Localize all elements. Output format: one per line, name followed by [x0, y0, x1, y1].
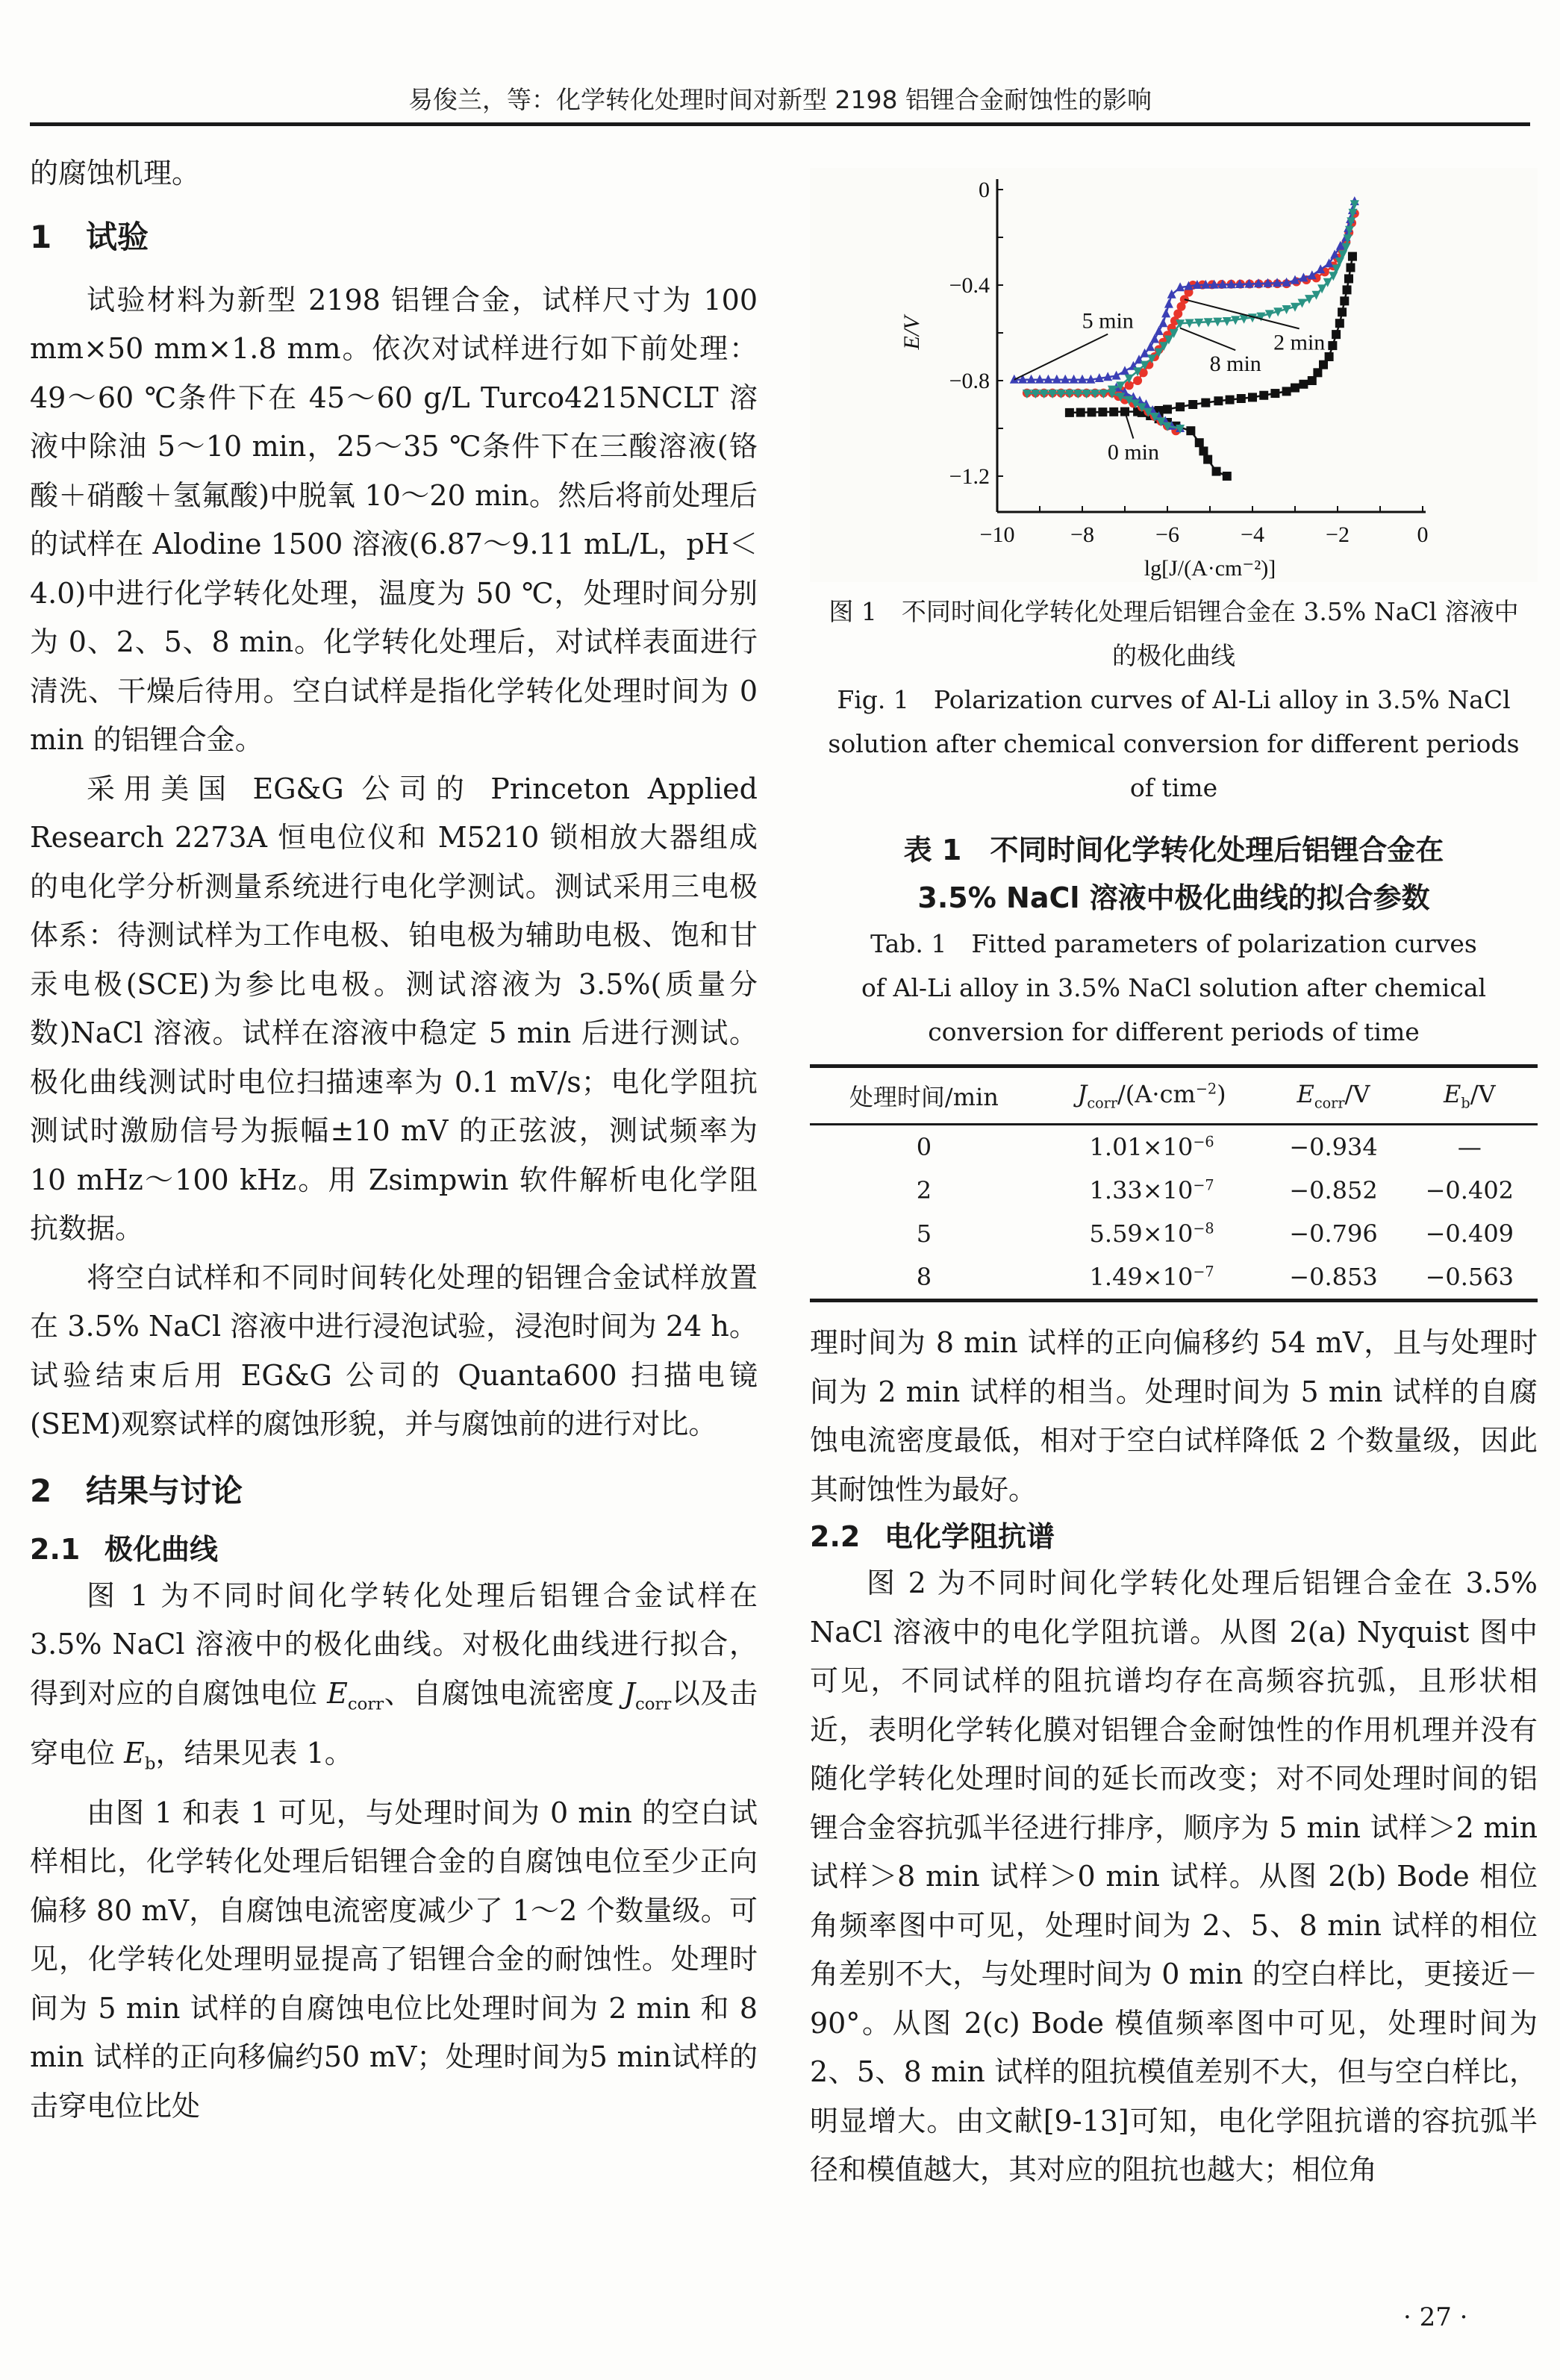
data-point-0-min	[1328, 341, 1337, 350]
cell-time: 2	[916, 1176, 932, 1205]
left-column	[30, 149, 758, 2131]
materials-paragraph: 试验材料为新型 2198 铝锂合金，试样尺寸为 100 mm×50 mm×1.8 mm。依次对试样进行如下前处理：49～60 ℃条件下在 45～60 g/L Turco4215NCLT 溶液中除油 5～10 min，25～35 ℃条件下在三酸溶液(铬酸＋硝酸＋氢氟酸)中脱氧 10～20 min。然后将前处理后的试样在 Alodine 1500 溶液(6.87～9.11 mL/L，pH＜4.0)中进行化学转化处理，温度为 50 ℃，处理时间分别为 0、2、5、8 min。化学转化处理后，对试样表面进行清洗、干燥后待用。空白试样是指化学转化处理时间为 0 min 的铝锂合金。	[30, 283, 758, 756]
data-point-0-min	[1313, 368, 1322, 377]
data-point-0-min	[1188, 400, 1197, 409]
x-tick-label: −4	[1241, 522, 1264, 547]
table-1-title-en	[810, 922, 1538, 1054]
polarization-chart	[810, 168, 1538, 582]
data-point-0-min	[1163, 405, 1172, 413]
table-label: Tab. 1	[870, 929, 947, 958]
cell-eb: −0.563	[1425, 1263, 1514, 1291]
x-tick-label: −10	[979, 522, 1015, 547]
data-point-0-min	[1098, 407, 1107, 416]
cell-ecorr: −0.852	[1289, 1176, 1378, 1205]
jcorr-symbol: J	[623, 1676, 636, 1710]
table-label: 表 1	[903, 834, 962, 866]
y-tick-label: −0.4	[949, 273, 990, 298]
data-point-0-min	[1335, 319, 1344, 328]
data-point-0-min	[1282, 387, 1291, 396]
chart-background	[810, 168, 1538, 582]
eb-subscript: b	[144, 1754, 156, 1774]
data-point-0-min	[1270, 389, 1279, 398]
data-point-0-min	[1237, 394, 1246, 403]
caption-text: 不同时间化学转化处理后铝锂合金在 3.5% NaCl 溶液中的极化曲线	[901, 597, 1519, 670]
intro-tail-paragraph: 的腐蚀机理。	[30, 157, 201, 190]
text-run: ，结果见表 1。	[155, 1736, 353, 1770]
data-point-0-min	[1291, 384, 1300, 393]
x-axis-label: lg[J/(A·cm⁻²)]	[1144, 556, 1276, 581]
table-row	[810, 1169, 1538, 1212]
section-2-heading	[30, 1469, 758, 1514]
cell-eb: −0.402	[1425, 1176, 1514, 1205]
eis-paragraph: 图 2 为不同时间化学转化处理后铝锂合金在 3.5% NaCl 溶液中的电化学阻抗谱。从图 2(a) Nyquist 图中可见，不同试样的阻抗谱均存在高频容抗弧，且形状相近，表明化学转化膜对铝锂合金耐蚀性的作用机理并没有随化学转化处理时间的延长而改变；对不同处理时间的铝锂合金容抗弧半径进行排序，顺序为 5 min 试样＞2 min 试样＞8 min 试样＞0 min 试样。从图 2(b) Bode 相位角频率图中可见，处理时间为 2、5、8 min 试样的相位角差别不大，与处理时间为 0 min 的空白样比，更接近－90°。从图 2(c) Bode 模值频率图中可见，处理时间为 2、5、8 min 试样的阻抗模值差别不大，但与空白样比，明显增大。由文献[9-13]可知，电化学阻抗谱的容抗弧半径和模值越大，其对应的阻抗也越大；相位角	[810, 1567, 1538, 2186]
section-title: 电化学阻抗谱	[884, 1520, 1055, 1553]
section-2-1-heading	[30, 1527, 758, 1572]
section-number: 2.2	[810, 1520, 861, 1553]
data-point-0-min	[1325, 352, 1334, 361]
col-header-ecorr: $E_{corr}/V$	[1297, 1079, 1370, 1112]
data-point-0-min	[1120, 407, 1129, 416]
right-column	[810, 168, 1538, 2195]
annotation-label: 5 min	[1082, 308, 1134, 334]
data-point-0-min	[1199, 446, 1208, 455]
fit-parameters-table	[810, 1064, 1538, 1302]
data-point-0-min	[1223, 472, 1232, 481]
table-row	[810, 1212, 1538, 1255]
annotation-label: 0 min	[1107, 440, 1159, 465]
data-point-0-min	[1176, 402, 1185, 411]
figure-1-caption-en	[810, 678, 1538, 810]
cell-time: 0	[916, 1133, 932, 1161]
page-number: · 27 ·	[1403, 2302, 1468, 2332]
data-point-0-min	[1076, 408, 1085, 417]
ecorr-subscript: corr	[347, 1694, 384, 1714]
col-header-eb: $E_b/V$	[1444, 1079, 1496, 1112]
data-point-0-min	[1065, 408, 1074, 417]
table-header-row	[810, 1066, 1538, 1125]
table-row	[810, 1255, 1538, 1301]
section-number: 2	[30, 1472, 52, 1509]
figure-1-caption-cn	[810, 590, 1538, 678]
cell-eb: −0.409	[1425, 1219, 1514, 1248]
data-point-0-min	[1212, 467, 1221, 476]
cell-eb: —	[1457, 1133, 1482, 1161]
section-number: 1	[30, 218, 52, 255]
section-1-heading	[30, 215, 758, 260]
caption-label: 图 1	[829, 597, 877, 626]
cell-ecorr: −0.796	[1289, 1219, 1378, 1248]
cell-jcorr: $1.33\times 10^{-7}$	[1089, 1176, 1214, 1205]
data-point-0-min	[1299, 380, 1308, 389]
jcorr-subscript: corr	[635, 1694, 672, 1714]
data-point-0-min	[1338, 307, 1347, 316]
section-title: 结果与讨论	[86, 1472, 243, 1509]
data-point-2-min	[1133, 376, 1142, 385]
data-point-0-min	[1340, 296, 1349, 305]
cell-jcorr: $1.01\times 10^{-6}$	[1089, 1133, 1214, 1161]
caption-text: Polarization curves of Al-Li alloy in 3.5% NaCl solution after chemical conversion for different periods of time	[828, 685, 1520, 802]
annotation-label: 2 min	[1273, 330, 1326, 355]
y-axis-label: E/V	[899, 316, 924, 350]
y-tick-label: −0.8	[949, 369, 990, 393]
x-tick-label: −6	[1155, 522, 1179, 547]
data-point-0-min	[1319, 360, 1328, 369]
data-point-0-min	[1109, 407, 1118, 416]
x-tick-label: −8	[1070, 522, 1094, 547]
cell-jcorr: $1.49\times 10^{-7}$	[1089, 1263, 1214, 1291]
data-point-0-min	[1248, 393, 1257, 402]
data-point-0-min	[1186, 426, 1195, 435]
immersion-paragraph: 将空白试样和不同时间转化处理的铝锂合金试样放置在 3.5% NaCl 溶液中进行浸泡试验，浸泡时间为 24 h。试验结束后用 EG&G 公司的 Quanta600 扫描电镜(SEM)观察试样的腐蚀形貌，并与腐蚀前的进行对比。	[30, 1261, 758, 1440]
section-number: 2.1	[30, 1532, 81, 1566]
data-point-0-min	[1346, 263, 1355, 272]
data-point-0-min	[1201, 399, 1210, 407]
data-point-0-min	[1259, 391, 1268, 400]
data-point-0-min	[1348, 252, 1357, 261]
polarization-intro-paragraph	[30, 1572, 758, 1789]
table-row	[810, 1125, 1538, 1169]
electrochem-setup-paragraph: 采用美国 EG&G 公司的 Princeton Applied Research 2273A 恒电位仪和 M5210 锁相放大器组成的电化学分析测量系统进行电化学测试。测试采用三电极体系：待测试样为工作电极、铂电极为辅助电极、饱和甘汞电极(SCE)为参比电极。测试溶液为 3.5%(质量分数)NaCl 溶液。试样在溶液中稳定 5 min 后进行测试。极化曲线测试时电位扫描速率为 0.1 mV/s；电化学阻抗测试时激励信号为振幅±10 mV 的正弦波，测试频率为 10 mHz～100 kHz。用 Zsimpwin 软件解析电化学阻抗数据。	[30, 772, 758, 1245]
cell-jcorr: $5.59\times 10^{-8}$	[1089, 1219, 1214, 1248]
cell-ecorr: −0.934	[1289, 1133, 1378, 1161]
polarization-discussion-continued: 理时间为 8 min 试样的正向偏移约 54 mV，且与处理时间为 2 min 试样的相当。处理时间为 5 min 试样的自腐蚀电流密度最低，相对于空白试样降低 2 个数量级，因此其耐蚀性为最好。	[810, 1326, 1538, 1506]
data-point-0-min	[1203, 455, 1212, 464]
x-tick-label: 0	[1417, 522, 1429, 547]
col-header-jcorr: $J_{corr}/(A\cdot cm^{-2})$	[1077, 1079, 1226, 1112]
text-run: 以及击穿电位	[30, 1676, 758, 1770]
x-tick-label: −2	[1326, 522, 1350, 547]
section-2-2-heading	[810, 1514, 1538, 1559]
y-tick-label: −1.2	[949, 464, 990, 489]
data-point-0-min	[1088, 407, 1096, 416]
running-header: 易俊兰，等：化学转化处理时间对新型 2198 铝锂合金耐蚀性的影响	[408, 85, 1152, 114]
data-point-0-min	[1343, 285, 1352, 294]
col-header-time: 处理时间/min	[849, 1083, 999, 1111]
cell-time: 5	[916, 1219, 932, 1248]
data-point-0-min	[1214, 396, 1223, 405]
section-title: 试验	[86, 218, 149, 255]
table-title-text: 不同时间化学转化处理后铝锂合金在 3.5% NaCl 溶液中极化曲线的拟合参数	[917, 834, 1444, 914]
data-point-0-min	[1226, 396, 1235, 405]
table-title-text: Fitted parameters of polarization curves of Al-Li alloy in 3.5% NaCl solution after chemical conversion for different periods of time	[861, 929, 1487, 1046]
eb-symbol: E	[124, 1736, 145, 1770]
data-point-0-min	[1344, 274, 1353, 283]
cell-time: 8	[916, 1263, 932, 1291]
section-title: 极化曲线	[104, 1532, 219, 1566]
y-tick-label: 0	[979, 178, 990, 202]
data-point-0-min	[1195, 438, 1204, 447]
cell-ecorr: −0.853	[1289, 1263, 1378, 1291]
data-point-0-min	[1332, 330, 1341, 339]
figure-1	[810, 168, 1538, 582]
text-run: 、自腐蚀电流密度	[384, 1676, 624, 1710]
caption-label: Fig. 1	[837, 685, 909, 714]
table-1-title-cn	[810, 826, 1538, 922]
header-rule	[30, 122, 1530, 126]
text-run: 图 1 为不同时间化学转化处理后铝锂合金试样在 3.5% NaCl 溶液中的极化曲线。对极化曲线进行拟合，得到对应的自腐蚀电位	[30, 1578, 758, 1710]
ecorr-symbol: E	[327, 1676, 348, 1710]
annotation-label: 8 min	[1209, 352, 1261, 377]
polarization-discussion-paragraph: 由图 1 和表 1 可见，与处理时间为 0 min 的空白试样相比，化学转化处理后铝锂合金的自腐蚀电位至少正向偏移 80 mV，自腐蚀电流密度减少了 1～2 个数量级。可见，化学转化处理明显提高了铝锂合金的耐蚀性。处理时间为 5 min 试样的自腐蚀电位比处理时间为 2 min 和 8 min 试样的正向移偏约50 mV；处理时间为5 min试样的击穿电位比处	[30, 1796, 758, 2123]
data-point-0-min	[1308, 376, 1317, 385]
